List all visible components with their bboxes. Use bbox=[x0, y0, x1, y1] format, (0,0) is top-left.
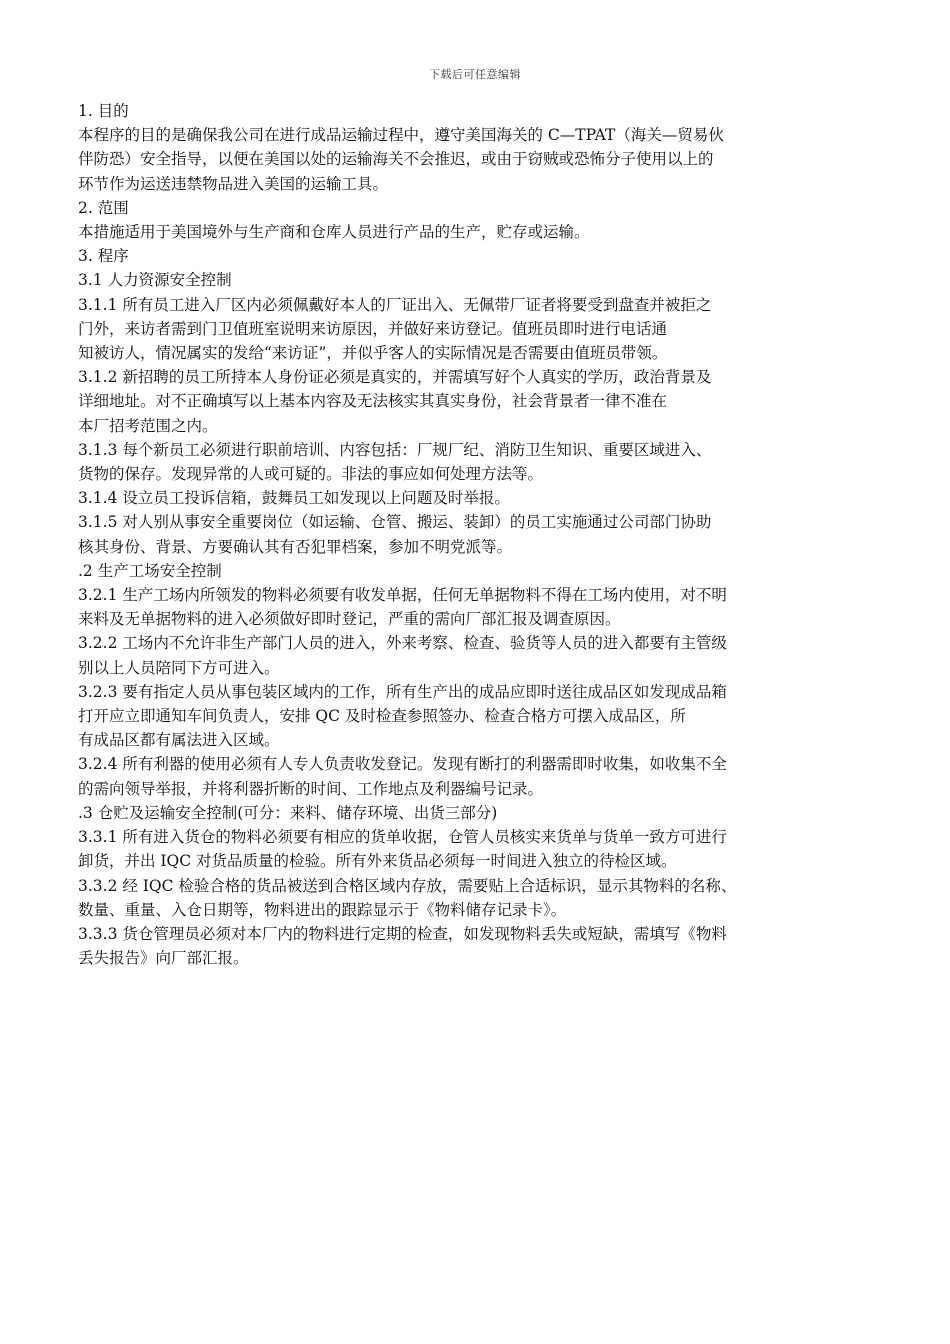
text-line: 的需向领导举报，并将利器折断的时间、工作地点及利器编号记录。 bbox=[78, 779, 544, 798]
text-line: 3.1.1 所有员工进入厂区内必须佩戴好本人的厂证出入、无佩带厂证者将要受到盘查并被拒之 bbox=[78, 295, 712, 314]
text-line: 门外，来访者需到门卫值班室说明来访原因，并做好来访登记。值班员即时进行电话通 bbox=[78, 319, 668, 338]
text-line: 卸货，并出 IQC 对货品质量的检验。所有外来货品必须每一时间进入独立的待检区域。 bbox=[78, 852, 677, 871]
text-line: 3.2.1 生产工场内所领发的物料必须要有收发单据，任何无单据物料不得在工场内使用，对不明 bbox=[78, 586, 727, 605]
text-line: 3.2.3 要有指定人员从事包装区域内的工作，所有生产出的成品应即时送往成品区如发现成品箱 bbox=[78, 682, 727, 701]
text-line: 本程序的目的是确保我公司在进行成品运输过程中，遵守美国海关的 C—TPAT（海关—贸易伙 bbox=[78, 126, 724, 145]
document-body bbox=[78, 99, 873, 970]
text-line: 3.2.4 所有利器的使用必须有人专人负责收发登记。发现有断打的利器需即时收集，如收集不全 bbox=[78, 755, 727, 774]
heading-purpose: 1. 目的 bbox=[78, 102, 129, 120]
text-line: 有成品区都有属法进入区域。 bbox=[78, 731, 280, 750]
text-line: 3.3.2 经 IQC 检验合格的货品被送到合格区域内存放，需要贴上合适标识，显示其物料的名称、 bbox=[78, 876, 737, 895]
text-line: 详细地址。对不正确填写以上基本内容及无法核实其真实身份，社会背景者一律不准在 bbox=[78, 392, 668, 411]
text-line: 来料及无单据物料的进入必须做好即时登记，严重的需向厂部汇报及调查原因。 bbox=[78, 610, 621, 629]
heading-scope: 2. 范围 bbox=[78, 198, 129, 217]
text-line: 伴防恐）安全指导，以便在美国以处的运输海关不会推迟，或由于窃贼或恐怖分子使用以上的 bbox=[78, 150, 714, 169]
text-line: 3.3.3 货仓管理员必须对本厂内的物料进行定期的检查，如发现物料丢失或短缺，需填写《物料 bbox=[78, 924, 727, 943]
section-heading-3-2: .2 生产工场安全控制 bbox=[78, 561, 222, 580]
text-line: 核其身份、背景、方要确认其有否犯罪档案，参加不明党派等。 bbox=[78, 537, 513, 556]
text-line: 3.2.2 工场内不允许非生产部门人员的进入，外来考察、检查、验货等人员的进入都要有主管级 bbox=[78, 634, 727, 653]
section-heading-3-3: .3 仓贮及运输安全控制(可分：来料、储存环境、出货三部分) bbox=[78, 803, 498, 822]
heading-procedure: 3. 程序 bbox=[78, 247, 129, 266]
text-line: 环节作为运送违禁物品进入美国的运输工具。 bbox=[78, 174, 389, 193]
text-line: 别以上人员陪同下方可进入。 bbox=[78, 658, 280, 677]
text-line: 打开应立即通知车间负责人，安排 QC 及时检查参照签办、检查合格方可摆入成品区，所 bbox=[78, 707, 686, 726]
text-line: 3.1.2 新招聘的员工所持本人身份证必须是真实的，并需填写好个人真实的学历，政治背景及 bbox=[78, 368, 712, 387]
text-line: 3.3.1 所有进入货仓的物料必须要有相应的货单收据，仓管人员核实来货单与货单一致方可进行 bbox=[78, 828, 727, 847]
text-line: 本厂招考范围之内。 bbox=[78, 416, 218, 435]
text-line: 货物的保存。发现异常的人或可疑的。非法的事应如何处理方法等。 bbox=[78, 465, 544, 484]
text-line: 3.1.5 对人别从事安全重要岗位（如运输、仓管、搬运、装卸）的员工实施通过公司部门协助 bbox=[78, 513, 712, 532]
text-line: 知被访人，情况属实的发给“来访证”，并似乎客人的实际情况是否需要由值班员带领。 bbox=[78, 344, 668, 363]
text-line: 丢失报告》向厂部汇报。 bbox=[78, 949, 249, 968]
text-line: 数量、重量、入仓日期等，物料进出的跟踪显示于《物料储存记录卡》。 bbox=[78, 900, 567, 919]
text-line: 3.1.3 每个新员工必须进行职前培训、内容包括：厂规厂纪、消防卫生知识、重要区域进入、 bbox=[78, 440, 712, 459]
text-line: 3.1.4 设立员工投诉信箱，鼓舞员工如发现以上问题及时举报。 bbox=[78, 489, 510, 508]
header-note: 下载后可任意编辑 bbox=[429, 68, 521, 81]
text-line: 本措施适用于美国境外与生产商和仓库人员进行产品的生产，贮存或运输。 bbox=[78, 223, 590, 242]
section-heading-3-1: 3.1 人力资源安全控制 bbox=[78, 271, 232, 290]
